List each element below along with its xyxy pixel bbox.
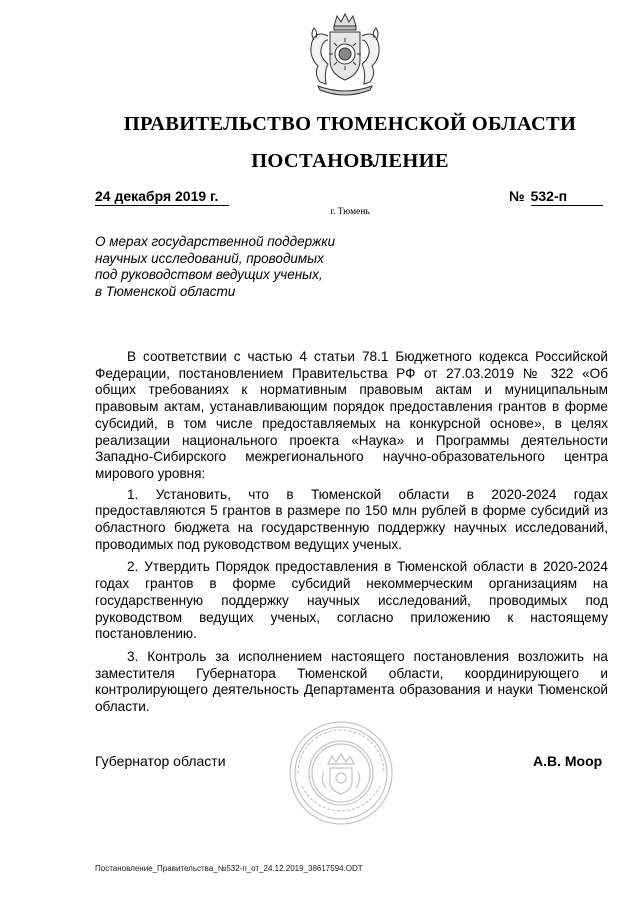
official-seal-icon — [288, 720, 394, 826]
subject-line: под руководством ведущих ученых, — [95, 267, 323, 282]
document-date: 24 декабря 2019 г. — [95, 188, 229, 206]
clause-1: 1. Установить, что в Тюменской области в 2020-2024 годах предоставляются 5 грантов в размере по 150 млн рублей в форме субсидий из областного бюджета на государственную поддержку научных исследований, проводимых под руководством ведущих ученых. — [95, 486, 608, 552]
clause-2: 2. Утвердить Порядок предоставления в Тюменской области в 2020-2024 годах грантов в форме субсидий некоммерческим организациям на государственную поддержку научных исследований, проводимых под руководством ведущих ученых, согласно приложению к настоящему постановлению. — [95, 559, 608, 642]
number-value: 532-п — [531, 188, 603, 206]
footer-filename: Постановление_Правительства_№532-п_от_24.12.2019_38617594.ODT — [95, 864, 363, 873]
document-subject — [95, 234, 335, 300]
subject-line: в Тюменской области — [95, 283, 236, 299]
government-title: ПРАВИТЕЛЬСТВО ТЮМЕНСКОЙ ОБЛАСТИ — [123, 113, 577, 135]
document-body — [95, 349, 608, 722]
preamble-paragraph: В соответствии с частью 4 статьи 78.1 Бюджетного кодекса Российской Федерации, постановлением Правительства РФ от 27.03.2019 № 322 «Об общих требованиях к нормативным правовым актам и муниципальным правовым актам, устанавливающим порядок предоставления грантов в форме субсидий, в том числе предоставляемых на конкурсной основе», в целях реализации национального проекта «Наука» и Программы деятельности Западно-Сибирского межрегионального научно-образовательного центра мирового уровня: — [95, 349, 608, 481]
subject-line: О мерах государственной поддержки — [95, 234, 336, 249]
city: г. Тюмень — [330, 207, 370, 217]
signer-name: А.В. Моор — [533, 753, 603, 769]
tyumen-coat-of-arms-icon — [304, 12, 386, 98]
document-number — [509, 188, 603, 206]
clause-3: 3. Контроль за исполнением настоящего постановления возложить на заместителя Губернатора Тюменской области, координирующего и контролирующего деятельность Департамента образования и науки Тюменской области. — [95, 648, 608, 715]
number-label: № — [509, 188, 525, 204]
signer-title: Губернатор области — [95, 753, 226, 769]
document-type: ПОСТАНОВЛЕНИЕ — [251, 150, 449, 172]
subject-line: научных исследований, проводимых — [95, 250, 324, 266]
